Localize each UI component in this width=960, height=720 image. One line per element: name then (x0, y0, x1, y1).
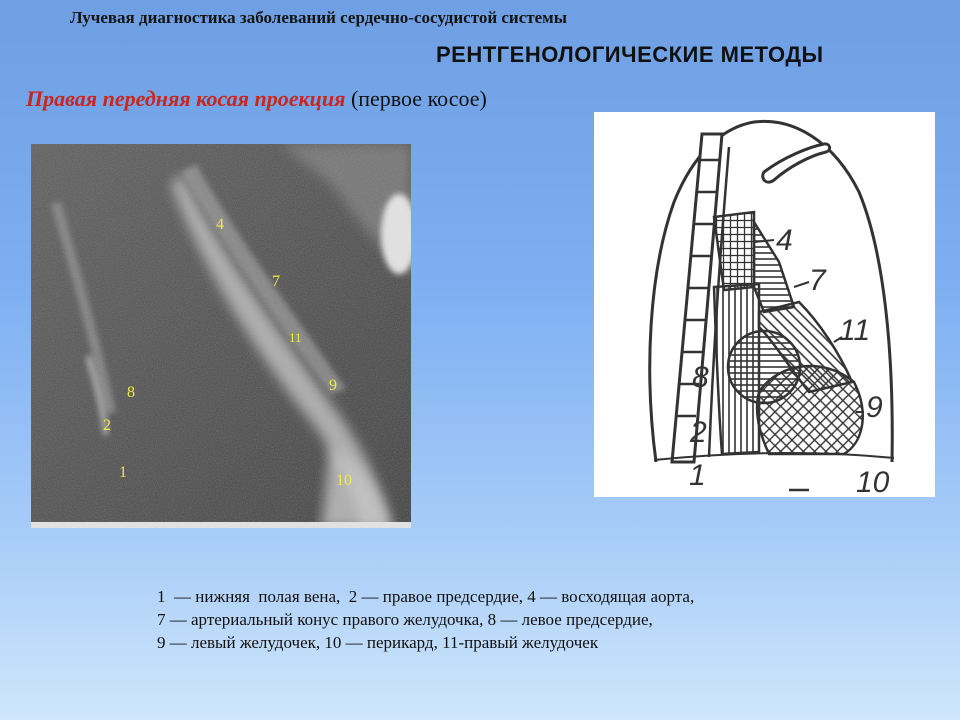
legend-line: 7 — артериальный конус правого желудочка, 8 — левое предсердие, (157, 610, 653, 629)
legend-line: 9 — левый желудочек, 10 — перикард, 11-правый желудочек (157, 633, 599, 652)
diagram-label-8: 8 (692, 361, 709, 394)
legend-line: 1 — нижняя полая вена, 2 — правое предсердие, 4 — восходящая аорта, (157, 587, 695, 606)
schematic-drawing (594, 112, 935, 497)
presentation-title: Лучевая диагностика заболеваний сердечно-сосудистой системы (70, 8, 568, 27)
projection-note: (первое косое) (345, 86, 487, 111)
projection-title (26, 86, 487, 112)
xray-label-11: 11 (289, 330, 302, 345)
diagram-label-2: 2 (690, 416, 707, 449)
xray-label-4: 4 (216, 216, 224, 233)
xray-image (31, 144, 411, 528)
diagram-label-11: 11 (839, 314, 871, 347)
diagram-label-1: 1 (689, 459, 706, 492)
xray-label-8: 8 (127, 384, 135, 401)
section-title: РЕНТГЕНОЛОГИЧЕСКИЕ МЕТОДЫ (436, 42, 824, 67)
xray-label-7: 7 (272, 273, 280, 290)
xray-label-2: 2 (103, 417, 111, 434)
heart-schematic (594, 112, 935, 497)
diagram-label-7: 7 (809, 264, 826, 297)
diagram-label-4: 4 (776, 224, 793, 257)
xray-label-10: 10 (336, 472, 352, 489)
legend (157, 585, 694, 654)
xray-drawing (31, 144, 411, 528)
diagram-label-10: 10 (856, 466, 890, 497)
diagram-label-9: 9 (866, 391, 883, 424)
projection-name: Правая передняя косая проекция (26, 86, 346, 111)
xray-label-1: 1 (119, 464, 127, 481)
xray-label-9: 9 (329, 377, 337, 394)
